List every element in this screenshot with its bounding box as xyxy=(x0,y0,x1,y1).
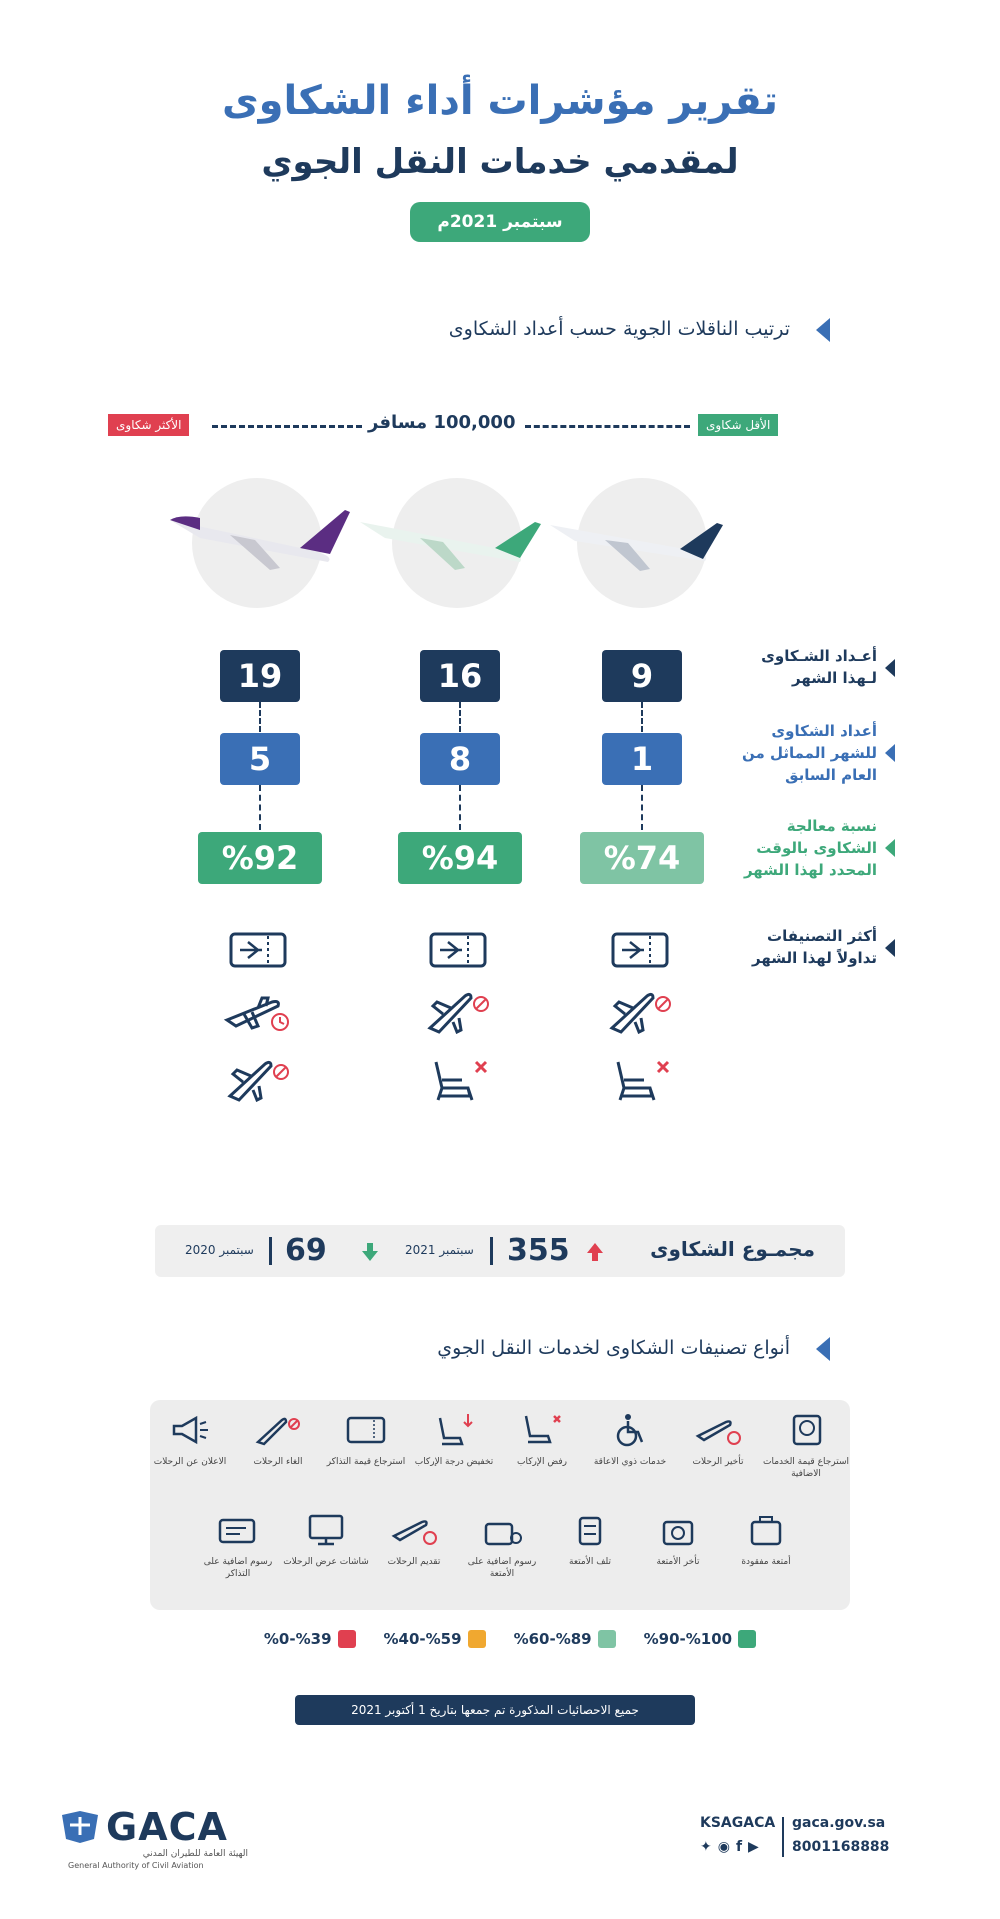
date-badge: سبتمبر 2021م xyxy=(410,202,590,242)
row-label-rate xyxy=(720,815,895,881)
denied-boarding-icon xyxy=(610,1056,672,1104)
ranking-section-header xyxy=(320,318,830,344)
categories-section-header xyxy=(360,1337,830,1363)
legend-label: %0-%39 xyxy=(263,1630,332,1648)
carrier-2-this-month: 16 xyxy=(420,650,500,702)
least-complaints-tag: الأقل شكاوى xyxy=(698,414,778,436)
row-label-prev-year xyxy=(720,720,895,786)
category-label: الغاء الرحلات xyxy=(253,1457,303,1467)
saudia-plane-icon xyxy=(545,505,735,585)
carrier-2-rate: %94 xyxy=(398,832,522,884)
scale-dash-left xyxy=(212,425,362,428)
org-name-en: General Authority of Civil Aviation xyxy=(68,1861,204,1870)
legend-swatch xyxy=(468,1630,486,1648)
category-item xyxy=(234,1412,322,1468)
arrow-up-icon xyxy=(585,1241,605,1263)
luggage-fees-icon xyxy=(480,1512,524,1548)
social-handle: KSAGACA xyxy=(700,1815,776,1831)
row-label-line: العام السابق xyxy=(785,766,877,784)
ticket-refund-icon xyxy=(428,928,488,972)
category-item xyxy=(498,1412,586,1468)
social-icons xyxy=(700,1839,759,1855)
flight-delay-icon xyxy=(222,990,292,1034)
row-label-line: أكثر التصنيفات xyxy=(767,927,877,945)
report-title: تقرير مؤشرات أداء الشكاوى xyxy=(222,78,778,124)
facebook-icon[interactable]: f xyxy=(735,1839,743,1855)
carrier-2-prev-year: 8 xyxy=(420,733,500,785)
gaca-logo xyxy=(58,1805,258,1870)
connector xyxy=(459,785,461,830)
row-label-line: تداولاً لهذا الشهر xyxy=(752,949,877,967)
category-item xyxy=(282,1512,370,1568)
categories-panel xyxy=(150,1400,850,1610)
flynas-plane-icon xyxy=(160,490,360,580)
legend-label: %40-%59 xyxy=(383,1630,462,1648)
connector xyxy=(641,785,643,830)
carrier-3-this-month: 9 xyxy=(602,650,682,702)
row-arrow-icon xyxy=(885,659,895,677)
refund-extra-services-icon xyxy=(786,1412,826,1448)
carrier-3-rate: %74 xyxy=(580,832,704,884)
category-label: رسوم اضافية على الأمتعة xyxy=(467,1557,537,1579)
divider xyxy=(269,1237,272,1265)
legend-item xyxy=(644,1630,756,1648)
row-label-line: المحدد لهذا الشهر xyxy=(743,861,877,879)
report-subtitle: لمقدمي خدمات النقل الجوي xyxy=(261,142,739,182)
flight-cancel-icon xyxy=(425,990,491,1034)
legend-swatch xyxy=(738,1630,756,1648)
carrier-3-prev-year: 1 xyxy=(602,733,682,785)
arrow-down-icon xyxy=(360,1241,380,1263)
previous-period: سبتمبر 2020 xyxy=(185,1243,254,1257)
contact-block xyxy=(700,1815,920,1875)
section-arrow-icon xyxy=(816,1337,830,1361)
previous-total-value: 69 xyxy=(285,1233,327,1268)
connector xyxy=(259,702,261,732)
ticket-refund-icon xyxy=(344,1412,388,1448)
connector xyxy=(259,785,261,830)
divider xyxy=(490,1237,493,1265)
legend-item xyxy=(264,1630,356,1648)
current-period: سبتمبر 2021 xyxy=(405,1243,474,1257)
legend-label: %90-%100 xyxy=(643,1630,733,1648)
phone-number: 8001168888 xyxy=(792,1839,890,1855)
flight-cancel-icon xyxy=(254,1412,302,1448)
row-label-line: الشكاوى بالوقت xyxy=(756,839,877,857)
data-collection-note: جميع الاحصائيات المذكورة تم جمعها بتاريخ 1 أكتوبر 2021 xyxy=(295,1695,695,1725)
youtube-icon[interactable]: ▶ xyxy=(748,1839,759,1855)
most-complaints-tag: الأكثر شكاوى xyxy=(108,414,189,436)
category-item xyxy=(762,1412,850,1480)
row-label-line: نسبة معالجة xyxy=(786,817,877,835)
current-total-value: 355 xyxy=(507,1233,570,1268)
legend-swatch xyxy=(598,1630,616,1648)
connector xyxy=(459,702,461,732)
category-label: أمتعة مفقودة xyxy=(741,1557,791,1567)
legend-label: %60-%89 xyxy=(513,1630,592,1648)
gaca-emblem-icon xyxy=(58,1807,102,1847)
twitter-icon[interactable]: ✦ xyxy=(700,1839,712,1855)
ticket-fees-icon xyxy=(216,1512,260,1548)
flight-screen-icon xyxy=(304,1512,348,1548)
category-label: خدمات ذوي الاعاقة xyxy=(593,1457,667,1467)
org-name-ar: الهيئة العامة للطيران المدني xyxy=(142,1849,248,1859)
row-label-line: لـهذا الشهر xyxy=(792,669,877,687)
row-arrow-icon xyxy=(885,939,895,957)
ranking-section-title: ترتيب الناقلات الجوية حسب أعداد الشكاوى xyxy=(448,318,790,340)
category-label: تأخير الرحلات xyxy=(692,1457,744,1467)
category-item xyxy=(410,1412,498,1468)
row-label-line: أعـداد الشـكاوى xyxy=(761,647,877,665)
luggage-delay-icon xyxy=(658,1512,698,1548)
category-item xyxy=(722,1512,810,1568)
category-label: تخفيض درجة الإركاب xyxy=(414,1457,494,1467)
website-link[interactable]: gaca.gov.sa xyxy=(792,1815,886,1831)
category-item xyxy=(322,1412,410,1468)
gaca-wordmark: GACA xyxy=(106,1805,228,1849)
carrier-1-rate: %92 xyxy=(198,832,322,884)
row-label-top-categories xyxy=(720,925,895,969)
category-item xyxy=(194,1512,282,1580)
totals-label: مجمـوع الشكاوى xyxy=(650,1237,815,1261)
legend-item xyxy=(384,1630,486,1648)
carrier-1-this-month: 19 xyxy=(220,650,300,702)
denied-boarding-icon xyxy=(428,1056,490,1104)
category-item xyxy=(634,1512,722,1568)
flyadeal-plane-icon xyxy=(355,500,555,580)
category-label: تقديم الرحلات xyxy=(387,1557,441,1567)
category-label: شاشات عرض الرحلات xyxy=(283,1557,369,1567)
row-arrow-icon xyxy=(885,744,895,762)
category-item xyxy=(370,1512,458,1568)
category-label: تأخر الأمتعة xyxy=(656,1557,700,1567)
category-label: تلف الأمتعة xyxy=(569,1557,611,1567)
downgrade-icon xyxy=(432,1412,476,1448)
flight-cancel-icon xyxy=(225,1058,291,1102)
ticket-refund-icon xyxy=(228,928,288,972)
early-flight-icon xyxy=(390,1512,438,1548)
category-label: استرجاع قيمة التذاكر xyxy=(326,1457,406,1467)
megaphone-icon xyxy=(168,1412,212,1448)
category-item xyxy=(674,1412,762,1468)
flight-cancel-icon xyxy=(607,990,673,1034)
category-label: رفض الإركاب xyxy=(516,1457,567,1467)
disability-icon xyxy=(610,1412,650,1448)
instagram-icon[interactable]: ◉ xyxy=(717,1839,730,1855)
legend-swatch xyxy=(338,1630,356,1648)
divider xyxy=(782,1817,784,1857)
category-label: رسوم اضافية على التذاكر xyxy=(203,1557,273,1579)
row-label-this-month xyxy=(720,645,895,689)
row-label-line: أعداد الشكاوى xyxy=(771,722,877,740)
damaged-luggage-icon xyxy=(570,1512,610,1548)
categories-section-title: أنواع تصنيفات الشكاوى لخدمات النقل الجوي xyxy=(437,1337,790,1359)
scale-dash-right xyxy=(525,425,690,428)
category-item xyxy=(586,1412,674,1468)
row-label-line: للشهر المماثل من xyxy=(741,744,877,762)
section-arrow-icon xyxy=(816,318,830,342)
category-item xyxy=(146,1412,234,1468)
row-arrow-icon xyxy=(885,839,895,857)
flight-delay-icon xyxy=(694,1412,742,1448)
legend-item xyxy=(514,1630,616,1648)
category-label: استرجاع قيمة الخدمات الاضافية xyxy=(763,1457,849,1479)
lost-luggage-icon xyxy=(746,1512,786,1548)
category-item xyxy=(546,1512,634,1568)
denied-boarding-icon xyxy=(520,1412,564,1448)
category-item xyxy=(458,1512,546,1580)
carrier-1-prev-year: 5 xyxy=(220,733,300,785)
ticket-refund-icon xyxy=(610,928,670,972)
connector xyxy=(641,702,643,732)
per-passengers-label: 100,000 مسافر xyxy=(368,412,516,433)
totals-bar xyxy=(155,1225,845,1277)
category-label: الاعلان عن الرحلات xyxy=(153,1457,227,1467)
